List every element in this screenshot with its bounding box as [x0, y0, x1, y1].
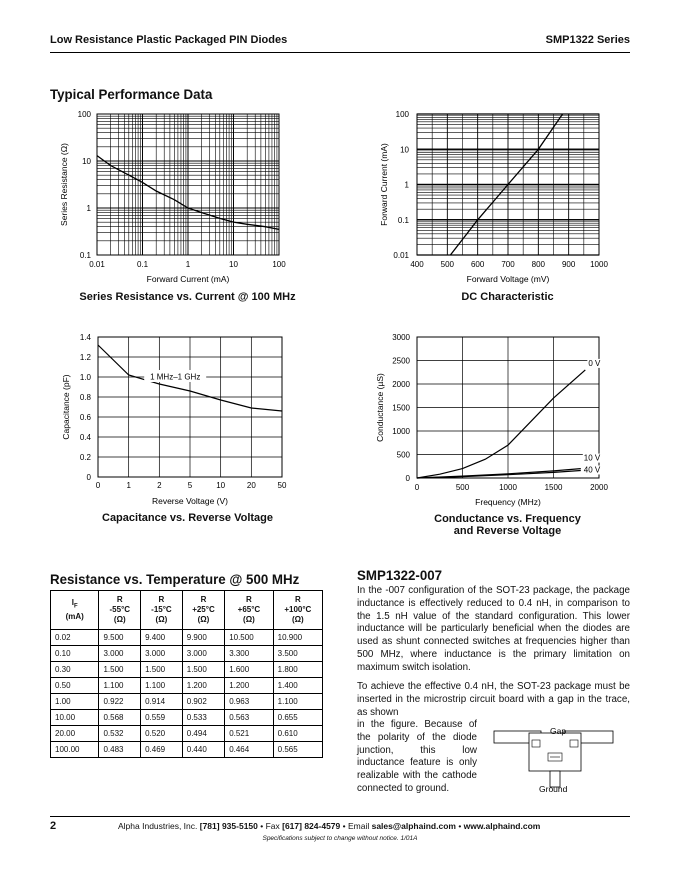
header-unit: (Ω)	[197, 615, 210, 624]
footer-email-link[interactable]: sales@alphaind.com	[371, 821, 456, 831]
table-cell: 1.500	[141, 662, 183, 678]
table-cell: 0.533	[182, 710, 224, 726]
table-cell: 0.50	[51, 678, 99, 694]
header-unit: (Ω)	[243, 615, 255, 624]
table-cell: 0.469	[141, 742, 183, 758]
smp007-paragraph-2b: in the figure. Because of the polarity of the diode junction, this low inductance feature is only realizable with the cathode connected to ground.	[357, 719, 477, 794]
table-header-cell	[225, 591, 273, 630]
header-symbol: R	[246, 595, 252, 604]
table-cell: 1.100	[273, 694, 322, 710]
x-tick-label: 900	[561, 260, 576, 269]
y-tick-label: 1.0	[79, 373, 91, 382]
table-title: Resistance vs. Temperature @ 500 MHz	[50, 571, 300, 587]
table-row	[51, 662, 323, 678]
y-tick-label: 0.6	[79, 413, 91, 422]
pad-right	[570, 740, 578, 747]
y-axis-label: Forward Current (mA)	[379, 143, 389, 226]
x-tick-label: 1000	[499, 483, 517, 492]
y-tick-label: 0	[405, 474, 410, 483]
x-axis-label: Reverse Voltage (V)	[151, 496, 229, 506]
table-cell: 1.200	[182, 678, 224, 694]
footer-company: Alpha Industries, Inc.	[118, 821, 200, 831]
y-tick-label: 100	[77, 110, 91, 119]
series-resistance-chart	[50, 100, 310, 300]
footer-rule	[50, 816, 630, 817]
footer-fax-label: • Fax	[257, 821, 283, 831]
x-tick-label: 20	[246, 481, 256, 490]
capacitance-chart	[50, 325, 310, 525]
y-axis-label: Conductance (µS)	[375, 373, 385, 442]
header-unit: (Ω)	[113, 615, 126, 624]
table-row	[51, 710, 323, 726]
smp007-paragraph-2a: To achieve the effective 0.4 nH, the SOT-23 package must be inserted in the microstrip circuit board with a gap in the trace, as shown	[357, 681, 630, 718]
x-tick-label: 0	[95, 481, 101, 490]
y-tick-label: 0.2	[79, 453, 91, 462]
chart-caption-conductance-line1: Conductance vs. Frequency	[434, 513, 581, 525]
table-header-row	[51, 591, 323, 630]
table-cell: 20.00	[51, 726, 99, 742]
footer-web-link[interactable]: www.alphaind.com	[463, 821, 541, 831]
y-tick-label: 1500	[392, 403, 410, 413]
table-cell: 0.521	[225, 726, 273, 742]
table-header-cell	[99, 591, 141, 630]
x-axis-label: Forward Current (mA)	[146, 274, 230, 284]
pad-left	[532, 740, 540, 747]
y-tick-label: 1.4	[79, 333, 91, 342]
x-axis-label: Frequency (MHz)	[475, 497, 541, 507]
table-cell: 0.610	[273, 726, 322, 742]
table-cell: 0.483	[99, 742, 141, 758]
table-cell: 0.559	[141, 710, 183, 726]
footer-web-sep: •	[455, 821, 464, 831]
table-cell: 1.400	[273, 678, 322, 694]
smp007-paragraph-1: In the -007 configuration of the SOT-23 package, the package inductance is effectively reduced to 0.4 nH, in comparison to the 1.5 nH value of the standard configuration. This lower inductance will be particularly beneficial when the diodes are used as shunt connected switches at frequencies higher than 500 MHz, where inductance is the primary limitation on maximum switch isolation.	[357, 585, 630, 673]
table-cell: 0.963	[225, 694, 273, 710]
y-tick-label: 0.1	[79, 251, 91, 260]
footer-note: Specifications subject to change without notice. 1/01A	[262, 835, 418, 842]
header-unit: (Ω)	[155, 615, 168, 624]
table-cell: 3.000	[141, 646, 183, 662]
header-temperature: +65°C	[237, 605, 261, 614]
footer-email-label: • Email	[340, 821, 372, 831]
header-symbol: R	[294, 595, 301, 604]
table-cell: 0.563	[225, 710, 273, 726]
table-cell: 0.464	[225, 742, 273, 758]
footer-phone: [781] 935-5150	[199, 821, 258, 831]
chart-caption-dc: DC Characteristic	[461, 291, 554, 303]
y-tick-label: 1000	[392, 427, 410, 436]
header-unit: (Ω)	[291, 615, 304, 624]
table-cell: 3.000	[182, 646, 224, 662]
header-symbol: R	[200, 595, 207, 604]
dc-characteristic-chart	[370, 100, 630, 300]
table-cell: 3.000	[99, 646, 141, 662]
series-label: 10 V	[583, 453, 601, 463]
y-tick-label: 2500	[392, 356, 410, 366]
y-tick-label: 0.1	[397, 215, 409, 225]
resistance-temperature-table	[50, 590, 323, 758]
x-tick-label: 1000	[590, 260, 608, 269]
x-tick-label: 50	[277, 481, 287, 490]
gap-label: Gap	[550, 726, 567, 736]
header-temperature: +100°C	[284, 605, 312, 614]
table-cell: 0.440	[182, 742, 224, 758]
table-cell: 9.400	[141, 630, 183, 646]
x-tick-label: 800	[531, 260, 546, 269]
x-tick-label: 500	[440, 260, 455, 269]
y-tick-label: 500	[396, 450, 410, 460]
table-cell: 0.532	[99, 726, 141, 742]
footer-contact	[118, 821, 540, 831]
series-line	[417, 370, 585, 478]
chart-caption-capacitance: Capacitance vs. Reverse Voltage	[102, 512, 273, 524]
table-cell: 0.02	[51, 630, 99, 646]
header-temperature: -55°C	[109, 605, 131, 614]
table-cell: 0.568	[99, 710, 141, 726]
table-cell: 0.494	[182, 726, 224, 742]
series-label: 40 V	[583, 465, 601, 475]
x-axis-label: Forward Voltage (mV)	[466, 274, 550, 284]
y-axis-label: Series Resistance (Ω)	[59, 143, 69, 226]
gap-figure	[488, 719, 626, 797]
x-tick-label: 1	[126, 481, 131, 490]
table-cell: 3.500	[273, 646, 322, 662]
smp007-title: SMP1322-007	[357, 567, 443, 583]
table-cell: 1.100	[99, 678, 141, 694]
footer-fax: [617] 824-4579	[282, 821, 341, 831]
y-tick-label: 0.4	[79, 433, 91, 442]
x-tick-label: 1500	[544, 483, 563, 492]
table-header-cell	[182, 591, 224, 630]
header-temperature: -15°C	[151, 605, 172, 614]
table-cell: 0.10	[51, 646, 99, 662]
table-header-cell	[273, 591, 322, 630]
y-tick-label: 10	[82, 157, 91, 166]
chart-caption-conductance	[370, 513, 645, 537]
table-cell: 0.655	[273, 710, 322, 726]
table-row	[51, 630, 323, 646]
table-row	[51, 646, 323, 662]
frequency-annotation: 1 MHz–1 GHz	[150, 372, 201, 382]
x-tick-label: 100	[272, 260, 286, 269]
table-cell: 3.300	[225, 646, 273, 662]
x-tick-label: 10	[229, 260, 238, 269]
table-cell: 0.565	[273, 742, 322, 758]
x-tick-label: 2000	[590, 483, 608, 492]
x-tick-label: 600	[470, 260, 485, 269]
section-title: Typical Performance Data	[50, 86, 213, 102]
table-cell: 0.520	[141, 726, 183, 742]
header-title: Low Resistance Plastic Packaged PIN Diodes	[50, 34, 288, 46]
table-row	[51, 678, 323, 694]
table-cell: 0.30	[51, 662, 99, 678]
sot23-package	[529, 733, 581, 771]
conductance-chart	[370, 325, 630, 525]
x-tick-label: 2	[157, 481, 162, 490]
y-tick-label: 0.01	[393, 251, 409, 260]
table-cell: 10.00	[51, 710, 99, 726]
ground-label: Ground	[539, 784, 568, 794]
header-symbol	[53, 598, 96, 612]
y-tick-label: 3000	[392, 333, 410, 342]
x-tick-label: 0.01	[89, 260, 105, 269]
table-cell: 1.100	[141, 678, 183, 694]
chart-caption-conductance-line2: and Reverse Voltage	[453, 525, 562, 537]
table-cell: 1.00	[51, 694, 99, 710]
x-tick-label: 10	[216, 481, 226, 490]
table-cell: 100.00	[51, 742, 99, 758]
table-cell: 1.200	[225, 678, 273, 694]
x-tick-label: 0	[414, 483, 420, 492]
header-symbol-sub: F	[74, 603, 78, 610]
table-cell: 0.914	[141, 694, 183, 710]
x-tick-label: 500	[455, 483, 470, 492]
y-tick-label: 0	[86, 473, 91, 482]
series-label: 0 V	[588, 358, 601, 368]
header-temperature: +25°C	[192, 605, 215, 614]
header-symbol: R	[158, 595, 165, 604]
header-unit: (mA)	[65, 611, 84, 621]
header-series: SMP1322 Series	[545, 34, 630, 46]
chart-caption-series-resistance: Series Resistance vs. Current @ 100 MHz	[79, 291, 296, 303]
table-cell: 10.500	[225, 630, 273, 646]
header-symbol-main: I	[71, 598, 75, 608]
y-tick-label: 1	[404, 180, 409, 190]
table-cell: 9.900	[182, 630, 224, 646]
x-tick-label: 5	[187, 481, 193, 490]
y-tick-label: 10	[400, 145, 409, 155]
table-cell: 0.922	[99, 694, 141, 710]
x-tick-label: 700	[501, 260, 515, 269]
y-tick-label: 0.8	[79, 393, 91, 402]
table-cell: 1.500	[182, 662, 224, 678]
header-symbol: R	[116, 595, 123, 604]
table-cell: 1.600	[225, 662, 273, 678]
y-tick-label: 2000	[392, 380, 410, 389]
x-tick-label: 0.1	[136, 260, 149, 269]
y-tick-label: 1	[86, 204, 91, 213]
table-row	[51, 726, 323, 742]
table-cell: 10.900	[273, 630, 322, 646]
table-row	[51, 742, 323, 758]
table-header-cell	[141, 591, 183, 630]
y-tick-label: 1.2	[79, 353, 91, 362]
table-cell: 1.500	[99, 662, 141, 678]
table-header-cell	[51, 591, 99, 630]
y-axis-label: Capacitance (pF)	[61, 374, 71, 440]
table-row	[51, 694, 323, 710]
x-tick-label: 400	[410, 260, 424, 269]
y-tick-label: 100	[395, 110, 409, 119]
page-number: 2	[50, 820, 57, 832]
table-cell: 9.500	[99, 630, 141, 646]
x-tick-label: 1	[185, 260, 191, 269]
table-cell: 1.800	[273, 662, 322, 678]
header-rule	[50, 52, 630, 53]
table-cell: 0.902	[182, 694, 224, 710]
